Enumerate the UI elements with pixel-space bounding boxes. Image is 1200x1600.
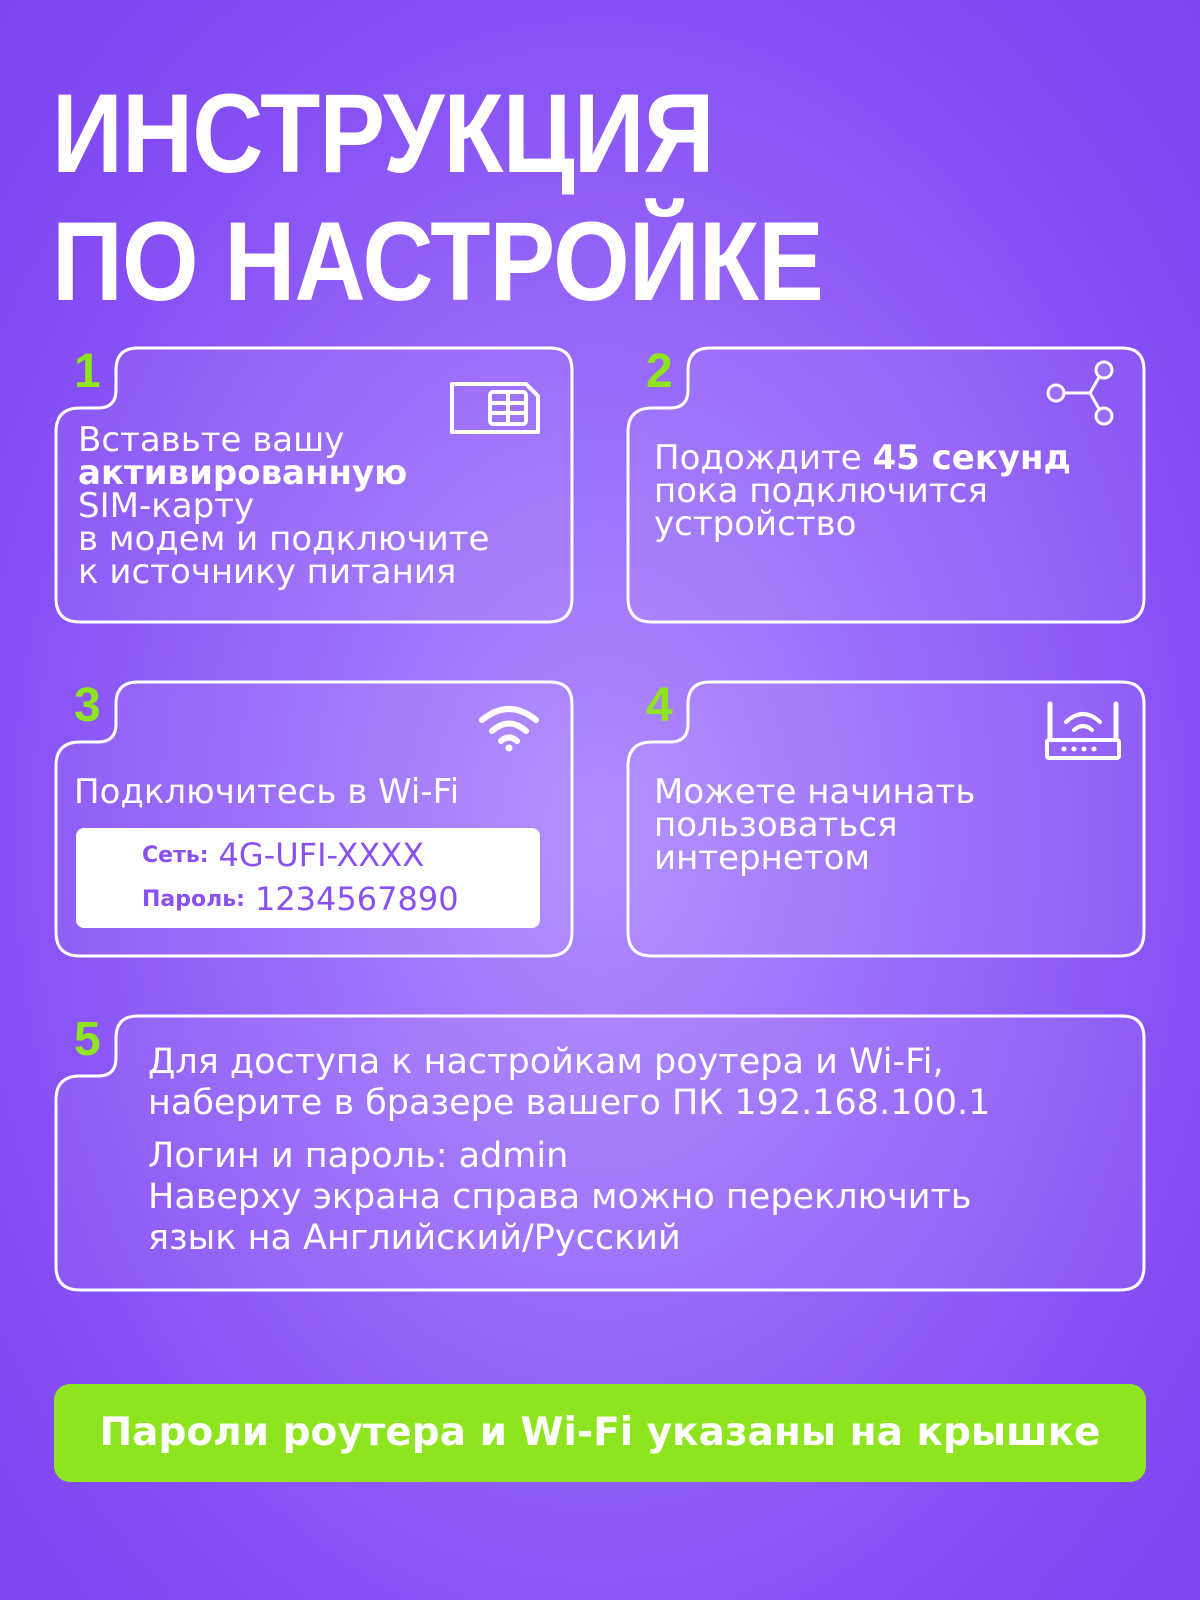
step-card-3: [54, 680, 574, 958]
title-line-1: ИНСТРУКЦИЯ: [52, 71, 714, 196]
step-card-5: [54, 1014, 1146, 1292]
title-line-2: ПО НАСТРОЙКЕ: [52, 199, 823, 324]
password-value: 1234567890: [254, 880, 459, 918]
password-label: Пароль:: [142, 886, 245, 912]
step-text: [78, 420, 490, 592]
text-line-bold: активированную: [78, 453, 408, 493]
text-line: интернетом: [654, 838, 871, 878]
step-card-4: [626, 680, 1146, 958]
text-line: Можете начинать: [654, 772, 976, 812]
text-line: в модем и подключите: [78, 519, 490, 559]
text-span: Подождите: [654, 438, 873, 478]
password-row: [142, 880, 459, 918]
text-span-bold: 45 секунд: [872, 438, 1072, 478]
step-number: 5: [74, 1013, 101, 1066]
text-line: к источнику питания: [78, 552, 457, 592]
bottom-note-text: Пароли роутера и Wi-Fi указаны на крышке: [99, 1410, 1101, 1455]
step-text: [148, 1042, 990, 1259]
step-number: 4: [646, 679, 673, 732]
text-line: пока подключится: [654, 471, 988, 511]
step-number: 2: [646, 345, 673, 398]
credentials-box: [76, 828, 540, 928]
bottom-note-banner: [54, 1384, 1146, 1482]
text-line: пользоваться: [654, 805, 898, 845]
step-number: 3: [74, 679, 101, 732]
router-icon: [1044, 700, 1122, 768]
text-line: Логин и пароль: admin: [148, 1136, 569, 1176]
text-line: язык на Английский/Русский: [148, 1218, 681, 1258]
step-card-2: [626, 346, 1146, 624]
text-line: Вставьте вашу: [78, 420, 345, 460]
text-line: Наверху экрана справа можно переключить: [148, 1177, 972, 1217]
network-value: 4G-UFI-XXXX: [218, 836, 425, 874]
step-number: 1: [74, 345, 101, 398]
network-row: [142, 836, 424, 874]
step-text: [654, 772, 976, 878]
step-card-1: [54, 346, 574, 624]
step-title: Подключитесь в Wi-Fi: [74, 772, 460, 812]
share-nodes-icon: [1046, 360, 1116, 430]
text-line: наберите в бразере вашего ПК 192.168.100.1: [148, 1083, 991, 1123]
page-title: [52, 70, 823, 326]
wifi-icon: [478, 704, 540, 756]
network-label: Сеть:: [142, 842, 209, 868]
text-line: устройство: [654, 504, 857, 544]
step-text: [654, 438, 1072, 544]
text-line: Для доступа к настройкам роутера и Wi-Fi,: [148, 1042, 944, 1082]
text-line: SIM-карту: [78, 486, 255, 526]
